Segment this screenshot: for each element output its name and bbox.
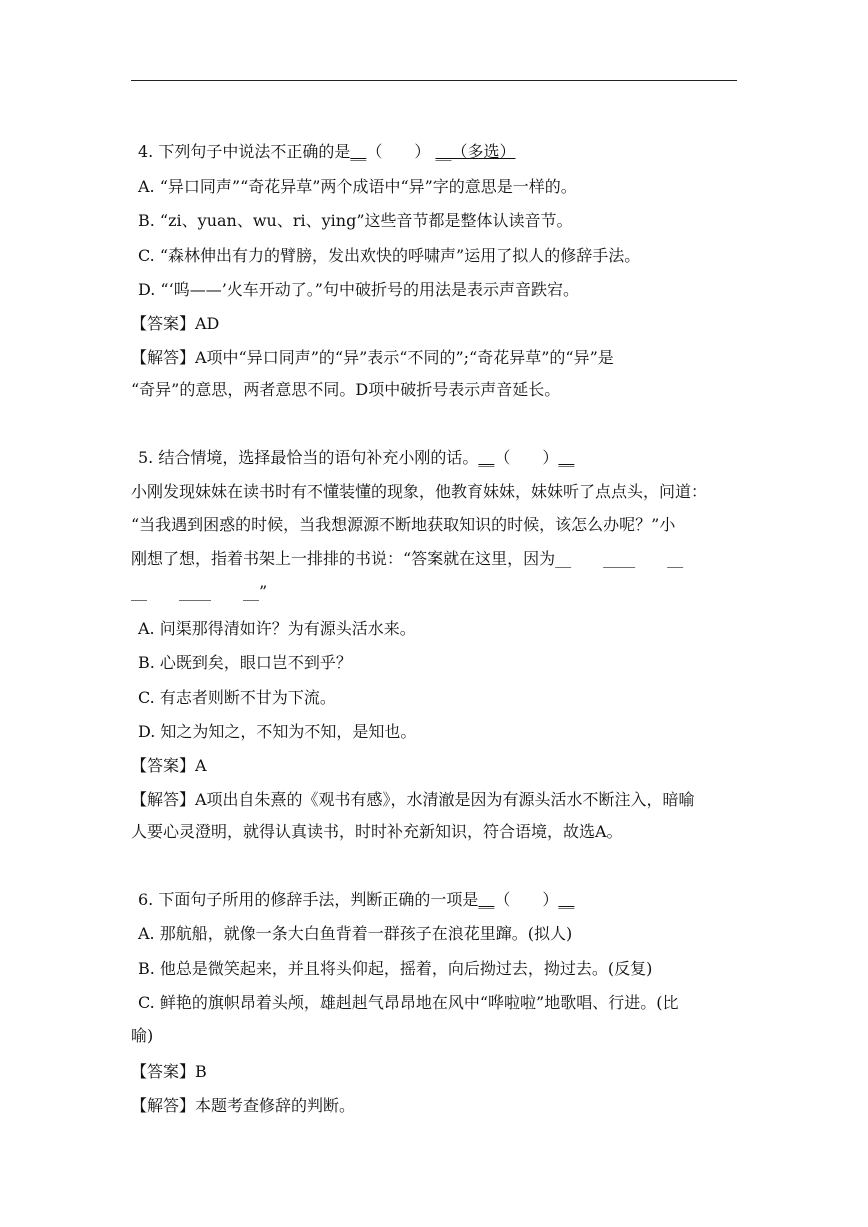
q5-stem: 5. 结合情境，选择最恰当的语句补充小刚的话。__（ ）__ [138,448,575,467]
q4-option-a: A. “异口同声”“奇花异草”两个成语中“异”字的意思是一样的。 [138,177,577,196]
q6-analysis-line1: 【解答】本题考查修辞的判断。 [131,1096,356,1115]
q5-option-a: A. 问渠那得清如许？为有源头活水来。 [138,619,416,638]
q5-option-d: D. 知之为知之，不知为不知，是知也。 [138,722,417,741]
q5-context-line3: 刚想了想，指着书架上一排排的书说：“答案就在这里，因为__ ____ __ [131,549,684,568]
q4-answer: 【答案】AD [131,314,220,333]
q6-stem: 6. 下面句子所用的修辞手法，判断正确的一项是__（ ）__ [138,890,575,909]
q6-option-a: A. 那航船，就像一条大白鱼背着一群孩子在浪花里蹿。(拟人) [138,924,573,943]
q4-option-c: C. “森林伸出有力的臂膀，发出欢快的呼啸声”运用了拟人的修辞手法。 [138,246,641,265]
header-rule [131,80,737,81]
q6-option-c-continued: 喻) [131,1026,154,1045]
q4-option-b: B. “zi、yuan、wu、ri、ying”这些音节都是整体认读音节。 [138,211,573,230]
q6-option-b: B. 他总是微笑起来，并且将头仰起，摇着，向后拗过去，拗过去。(反复) [138,959,653,978]
q4-analysis-line2: “奇异”的意思，两者意思不同。D项中破折号表示声音延长。 [131,380,561,399]
q5-option-c: C. 有志者则断不甘为下流。 [138,688,336,707]
q4-option-d: D. “‘呜——’火车开动了。”句中破折号的用法是表示声音跌宕。 [138,280,579,299]
q6-option-c: C. 鲜艳的旗帜昂着头颅，雄赳赳气昂昂地在风中“哗啦啦”地歌唱、行进。(比 [138,993,679,1012]
q5-analysis-line1: 【解答】A项出自朱熹的《观书有感》，水清澈是因为有源头活水不断注入，暗喻 [131,790,695,809]
q5-option-b: B. 心既到矣，眼口岂不到乎？ [138,653,352,672]
q4-analysis-line1: 【解答】A项中“异口同声”的“异”表示“不同的”;“奇花异草”的“异”是 [131,348,614,367]
q6-answer: 【答案】B [131,1062,207,1081]
q5-answer: 【答案】A [131,756,207,775]
q5-context-line1: 小刚发现妹妹在读书时有不懂装懂的现象，他教育妹妹，妹妹听了点点头，问道： [131,482,708,501]
q4-stem: 4. 下列句子中说法不正确的是__（ ） __（多选） [138,142,516,161]
q5-analysis-line2: 人要心灵澄明，就得认真读书，时时补充新知识，符合语境，故选A。 [131,822,623,841]
q5-context-line4: __ ____ __” [131,582,268,601]
q5-context-line2: “当我遇到困惑的时候，当我想源源不断地获取知识的时候，该怎么办呢？”小 [131,515,676,534]
